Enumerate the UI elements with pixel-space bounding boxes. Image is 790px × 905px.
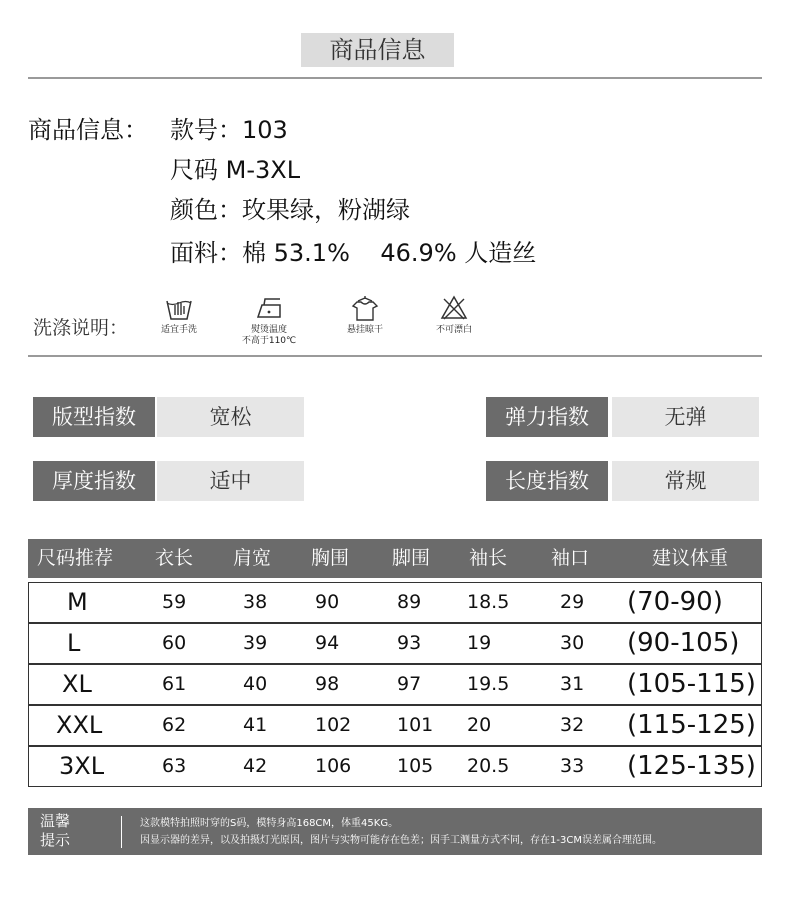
- tip-line-1: 这款模特拍照时穿的S码，模特身高168CM，体重45KG。: [140, 818, 399, 829]
- cell-sleeve: 20.5: [467, 755, 510, 777]
- index-value-fit: 宽松: [157, 397, 304, 437]
- tip-banner: [28, 808, 762, 855]
- cell-weight: (125-135): [627, 751, 756, 781]
- header-shoulder: 肩宽: [233, 547, 272, 569]
- care-text: 适宜手洗: [160, 325, 197, 335]
- cell-shoulder: 40: [243, 673, 268, 695]
- cell-cuff: 29: [560, 591, 585, 613]
- cell-length: 59: [162, 591, 187, 613]
- tip-line-2: 因显示器的差异，以及拍摄灯光原因，图片与实物可能存在色差；因手工测量方式不同，存在1-3CM误差属合理范围。: [140, 835, 662, 846]
- header-weight: 建议体重: [652, 547, 729, 569]
- cell-weight: (90-105): [627, 628, 740, 658]
- cell-cuff: 31: [560, 673, 585, 695]
- care-item-no-bleach: [414, 293, 494, 336]
- hang-dry-icon: [350, 293, 380, 323]
- info-size: 尺码 M-3XL: [170, 156, 301, 184]
- top-divider: [28, 77, 762, 79]
- info-style-no: 款号：103: [170, 116, 288, 144]
- table-row: [28, 664, 762, 705]
- cell-hem: 93: [397, 632, 422, 654]
- cell-hem: 89: [397, 591, 422, 613]
- size-table-header: [28, 539, 762, 578]
- table-row: [28, 623, 762, 664]
- cell-chest: 90: [315, 591, 340, 613]
- cell-weight: (105-115): [627, 669, 756, 699]
- cell-cuff: 30: [560, 632, 585, 654]
- cell-length: 61: [162, 673, 187, 695]
- care-divider: [28, 355, 762, 357]
- cell-size: XL: [62, 670, 92, 698]
- cell-size: L: [67, 629, 81, 657]
- care-text: 悬挂晾干: [346, 325, 383, 335]
- section-title: 商品信息: [301, 33, 454, 67]
- hand-wash-icon: [164, 293, 194, 323]
- cell-chest: 94: [315, 632, 340, 654]
- cell-weight: (115-125): [627, 710, 756, 740]
- cell-shoulder: 41: [243, 714, 268, 736]
- cell-length: 60: [162, 632, 187, 654]
- care-item-iron: [229, 293, 309, 347]
- cell-shoulder: 38: [243, 591, 268, 613]
- cell-chest: 98: [315, 673, 340, 695]
- tip-separator: [121, 816, 122, 848]
- iron-icon: [254, 293, 284, 323]
- index-value-elasticity: 无弹: [612, 397, 759, 437]
- cell-weight: (70-90): [627, 587, 723, 617]
- header-cuff: 袖口: [551, 547, 590, 569]
- care-item-hand-wash: [139, 293, 219, 336]
- index-label-length: 长度指数: [486, 461, 608, 501]
- cell-hem: 101: [397, 714, 434, 736]
- header-length: 衣长: [155, 547, 194, 569]
- cell-size: 3XL: [59, 752, 105, 780]
- cell-hem: 105: [397, 755, 434, 777]
- cell-shoulder: 42: [243, 755, 268, 777]
- index-value-length: 常规: [612, 461, 759, 501]
- cell-sleeve: 19: [467, 632, 492, 654]
- index-label-elasticity: 弹力指数: [486, 397, 608, 437]
- tip-title: 温馨 提示: [40, 812, 71, 849]
- cell-sleeve: 19.5: [467, 673, 510, 695]
- cell-size: M: [67, 588, 88, 616]
- cell-length: 63: [162, 755, 187, 777]
- info-fabric: 面料：棉 53.1% 46.9% 人造丝: [170, 239, 537, 267]
- cell-chest: 106: [315, 755, 352, 777]
- cell-chest: 102: [315, 714, 352, 736]
- header-size: 尺码推荐: [37, 547, 114, 569]
- index-label-fit: 版型指数: [33, 397, 155, 437]
- cell-length: 62: [162, 714, 187, 736]
- cell-cuff: 33: [560, 755, 585, 777]
- care-item-hang-dry: [325, 293, 405, 336]
- cell-shoulder: 39: [243, 632, 268, 654]
- header-sleeve: 袖长: [469, 547, 508, 569]
- cell-size: XXL: [56, 711, 103, 739]
- header-hem: 脚围: [392, 547, 431, 569]
- index-label-thickness: 厚度指数: [33, 461, 155, 501]
- no-bleach-icon: [439, 293, 469, 323]
- cell-sleeve: 20: [467, 714, 492, 736]
- care-text: 熨烫温度 不高于110℃: [241, 325, 297, 346]
- index-value-thickness: 适中: [157, 461, 304, 501]
- care-label: 洗涤说明：: [33, 317, 129, 339]
- info-color: 颜色：玫果绿，粉湖绿: [170, 196, 410, 224]
- cell-cuff: 32: [560, 714, 585, 736]
- info-label: 商品信息：: [28, 116, 148, 144]
- care-text: 不可漂白: [435, 325, 472, 335]
- table-row: [28, 582, 762, 623]
- table-row: [28, 705, 762, 746]
- cell-sleeve: 18.5: [467, 591, 510, 613]
- cell-hem: 97: [397, 673, 422, 695]
- table-row: [28, 746, 762, 787]
- header-chest: 胸围: [311, 547, 350, 569]
